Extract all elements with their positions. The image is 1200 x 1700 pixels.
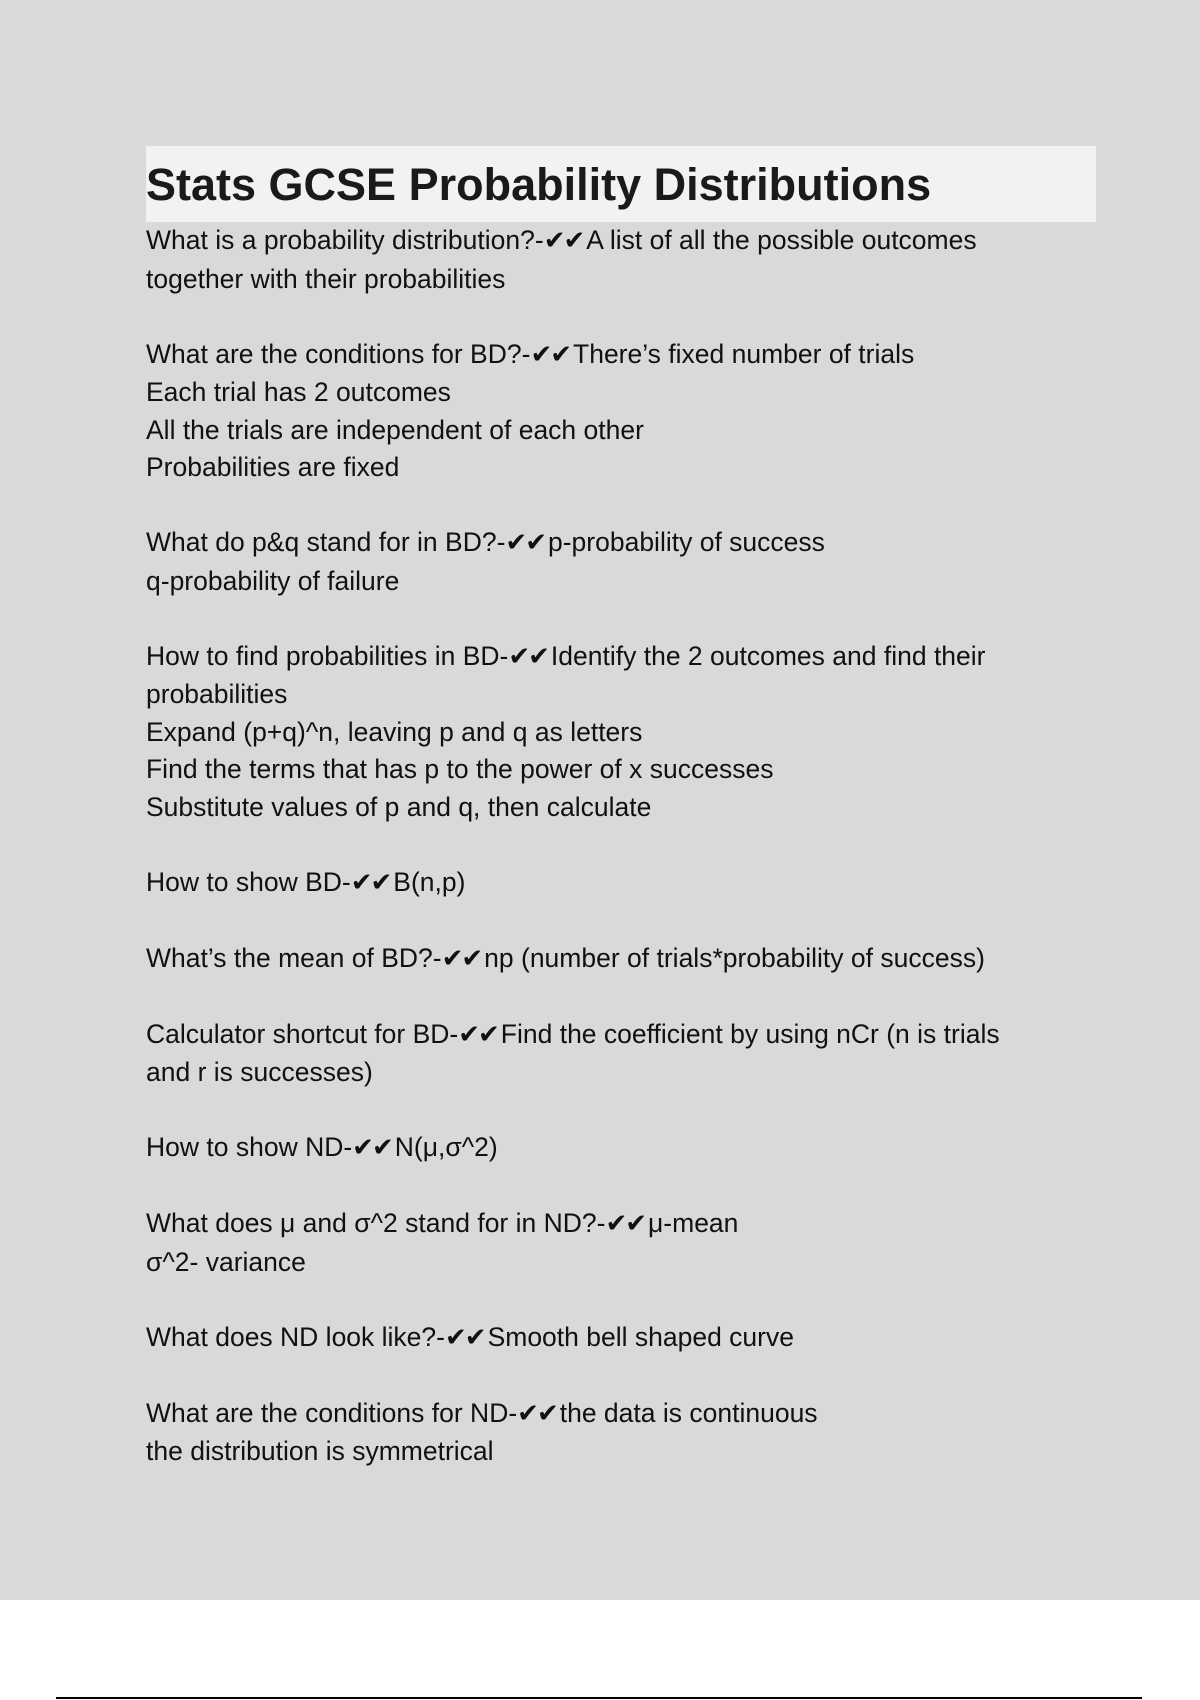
flashcard-answer-line: the distribution is symmetrical — [146, 1436, 494, 1466]
flashcard-item — [146, 940, 1096, 979]
double-check-icon: ✔✔ — [441, 943, 482, 974]
flashcard-question: What do p&q stand for in BD?- — [146, 527, 506, 557]
flashcard-item — [146, 524, 1096, 600]
flashcard-item — [146, 1016, 1096, 1092]
double-check-icon: ✔✔ — [350, 867, 391, 898]
flashcard-question: How to show ND- — [146, 1132, 353, 1162]
flashcard-answer-line: A list of all the possible outcomes — [586, 225, 977, 255]
flashcard-item — [146, 336, 1096, 487]
flashcard-answer-line: Smooth bell shaped curve — [487, 1321, 794, 1352]
flashcard-item — [146, 1395, 1096, 1471]
flashcard-answer-line: the data is continuous — [559, 1397, 818, 1428]
flashcard-question: What are the conditions for BD?- — [146, 338, 531, 369]
flashcard-first-line — [146, 864, 1096, 903]
flashcard-answer-line: p-probability of success — [547, 527, 825, 557]
document-body — [146, 146, 1096, 1508]
flashcard-answer-line: σ^2- variance — [146, 1246, 306, 1277]
flashcard-answer-line: All the trials are independent of each other — [146, 414, 644, 445]
flashcard-item — [146, 222, 1096, 298]
double-check-icon: ✔✔ — [352, 1133, 392, 1163]
flashcard-answer-line: Substitute values of p and q, then calculate — [146, 791, 652, 822]
double-check-icon: ✔✔ — [517, 1398, 557, 1429]
double-check-icon: ✔✔ — [508, 641, 548, 672]
flashcard-first-line — [146, 1319, 1096, 1358]
page-title: Stats GCSE Probability Distributions — [146, 158, 932, 210]
flashcard-answer-line: and r is successes) — [146, 1057, 373, 1087]
flashcard-question: How to show BD- — [146, 866, 351, 897]
flashcard-answer-line: N(μ,σ^2) — [394, 1132, 498, 1162]
flashcard-item — [146, 1205, 1096, 1281]
flashcard-question: What does μ and σ^2 stand for in ND?- — [146, 1208, 606, 1238]
double-check-icon: ✔✔ — [605, 1209, 646, 1239]
flashcard-list — [146, 222, 1096, 1471]
flashcard-answer-line: np (number of trials*probability of success) — [484, 942, 985, 973]
flashcard-first-line — [146, 222, 1096, 261]
flashcard-answer-line: B(n,p) — [393, 866, 466, 897]
flashcard-answer-line: Each trial has 2 outcomes — [146, 377, 451, 407]
flashcard-answer-line: Expand (p+q)^n, leaving p and q as letters — [146, 716, 643, 747]
flashcard-answer-line: Probabilities are fixed — [146, 452, 400, 482]
flashcard-item — [146, 638, 1096, 827]
flashcard-question: What does ND look like?- — [146, 1321, 445, 1352]
flashcard-first-line — [146, 336, 1096, 375]
double-check-icon: ✔✔ — [444, 1322, 485, 1353]
flashcard-answer-line: Find the coefficient by using nCr (n is trials — [500, 1018, 1000, 1049]
flashcard-question: How to find probabilities in BD- — [146, 640, 509, 671]
flashcard-first-line — [146, 1129, 1096, 1168]
double-check-icon: ✔✔ — [458, 1019, 498, 1050]
flashcard-item — [146, 1319, 1096, 1358]
flashcard-item — [146, 864, 1096, 903]
flashcard-question: What are the conditions for ND- — [146, 1397, 518, 1428]
flashcard-first-line — [146, 638, 1096, 677]
flashcard-answer-line: There’s fixed number of trials — [573, 338, 915, 369]
flashcard-first-line — [146, 524, 1096, 563]
flashcard-answer-line: together with their probabilities — [146, 263, 506, 294]
footer-divider — [56, 1697, 1142, 1699]
double-check-icon: ✔✔ — [530, 339, 571, 370]
flashcard-first-line — [146, 1016, 1096, 1055]
flashcard-question: Calculator shortcut for BD- — [146, 1018, 459, 1049]
flashcard-first-line — [146, 940, 1096, 979]
flashcard-answer-line: q-probability of failure — [146, 565, 400, 596]
flashcard-answer-line: Identify the 2 outcomes and find their — [550, 640, 986, 671]
flashcard-question: What’s the mean of BD?- — [146, 942, 442, 973]
flashcard-item — [146, 1129, 1096, 1168]
flashcard-answer-line: Find the terms that has p to the power of x successes — [146, 754, 774, 784]
double-check-icon: ✔✔ — [543, 226, 584, 256]
flashcard-answer-line: probabilities — [146, 679, 288, 709]
double-check-icon: ✔✔ — [505, 528, 545, 558]
flashcard-first-line — [146, 1205, 1096, 1244]
title-bar — [146, 146, 1096, 222]
flashcard-answer-line: μ-mean — [648, 1208, 739, 1238]
flashcard-first-line — [146, 1395, 1096, 1434]
flashcard-question: What is a probability distribution?- — [146, 225, 544, 255]
